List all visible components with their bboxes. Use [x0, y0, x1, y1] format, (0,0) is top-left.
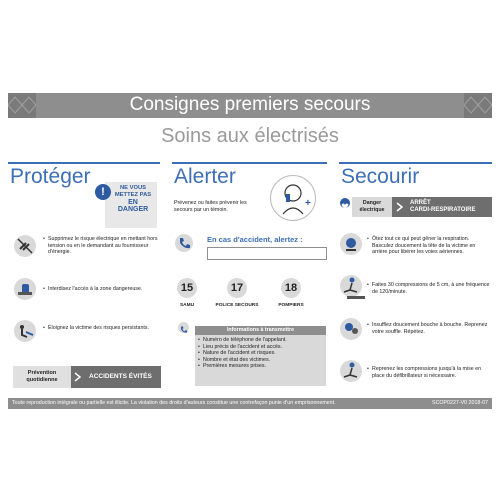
badge-line-4: DANGER — [117, 206, 149, 213]
exclamation-icon: ! — [95, 184, 111, 200]
samu-number: 15 — [177, 278, 197, 298]
heart-icon — [340, 198, 350, 208]
info-box — [195, 326, 326, 386]
accidents-evites — [89, 373, 152, 380]
arret-label-1: ARRÊT — [410, 200, 431, 206]
police-number: 17 — [227, 278, 247, 298]
proteger-title: Protéger — [10, 165, 91, 188]
secourir-item-1: • Ôtez tout ce qui peut gêner la respiration. Basculez doucement la tête de la victime en arrière pour libérer les voies aériennes. — [372, 236, 475, 255]
info-item-4: • Nombre et état des victimes. — [203, 357, 326, 364]
phone-number-box — [207, 247, 327, 260]
proteger-item-1: • Supprimez le risque électrique en mettant hors tension ou en le demandant au fournisseur d'énergie. — [48, 236, 158, 255]
rescue-drag-icon — [14, 320, 36, 342]
info-item-5: • Premières mesures prises. — [203, 363, 326, 370]
title-band — [8, 93, 492, 118]
accidents-label: ACCIDENTS — [89, 373, 129, 380]
secourir-item-4: • Reprenez les compressions jusqu'à la mise en place du défibrillateur si nécessaire. — [372, 366, 481, 379]
info-item-1: • Numéro de téléphone de l'appelant. — [203, 337, 326, 344]
phone-small-icon — [178, 322, 189, 333]
secourir-item-2: • Faites 30 compressions de 5 cm, à une fréquence de 120/minute. — [372, 282, 489, 295]
prevention-line-2: quotidienne — [26, 377, 58, 383]
proteger-item-2: • Interdisez l'accès à la zone dangereuse. — [48, 286, 142, 292]
badge-line-1: NE VOUS — [119, 185, 147, 191]
danger-label-2: électrique — [359, 207, 385, 213]
info-item-2: • Lieu précis de l'accident et accès. — [203, 344, 326, 351]
secourir-rule — [339, 162, 492, 164]
victim-lying-icon — [345, 288, 367, 302]
badge-line-2: METTEZ PAS — [114, 192, 152, 198]
resume-compressions-icon — [340, 360, 362, 382]
danger-label-1: Danger — [362, 200, 382, 206]
arret-bar — [392, 197, 492, 217]
prevention-line-1: Prévention — [27, 370, 57, 376]
page-title: Consignes premiers secours — [129, 94, 371, 115]
danger-electrique — [352, 197, 392, 217]
arrow-right-icon — [73, 366, 83, 388]
airway-icon — [340, 233, 362, 255]
danger-badge — [101, 182, 157, 228]
secourir-title: Secourir — [341, 165, 420, 188]
accident-label: En cas d'accident, alertez : — [207, 235, 303, 244]
plus-icon: + — [305, 198, 311, 209]
info-item-3: • Nature de l'accident et risques. — [203, 350, 326, 357]
samu-label: SAMU — [179, 303, 195, 308]
alerter-rule — [172, 162, 327, 164]
secourir-item-3: • Insufflez doucement bouche à bouche. Reprenez votre souffle. Répétez. — [372, 322, 487, 335]
pompiers-label: POMPIERS — [278, 303, 304, 308]
footer-bar — [8, 398, 492, 409]
police-label: POLICE SECOURS — [215, 303, 259, 308]
evites-label: ÉVITÉS — [128, 373, 152, 380]
proteger-item-3: • Éloignez la victime des risques persistants. — [48, 325, 149, 331]
info-box-title: Informations à transmettre — [195, 326, 326, 335]
arrow-right-icon-2 — [395, 202, 405, 212]
witness-phone-icon — [270, 175, 316, 221]
alerter-intro: Prévenez ou faites prévenir les secours par un témoin. — [174, 200, 247, 213]
mouth-to-mouth-icon — [340, 318, 362, 340]
badge-line-3: EN — [128, 199, 138, 206]
footer-legal: Toute reproduction intégrale ou partielle est illicite. La violation des droits d'auteurs constitue une contrefaçon punie d'un emprisonnement. — [12, 400, 336, 406]
page-subtitle: Soins aux électrisés — [161, 125, 339, 147]
unplug-icon — [14, 235, 36, 257]
stop-hand-icon — [14, 278, 36, 300]
proteger-rule — [8, 162, 160, 164]
alerter-title: Alerter — [174, 165, 236, 188]
pompiers-number: 18 — [281, 278, 301, 298]
prevention-bar — [13, 366, 161, 388]
phone-icon — [175, 234, 193, 252]
arret-label-2: CARDI-RESPIRATOIRE — [410, 207, 476, 213]
footer-ref: SCOP0227-V0 2018-07 — [432, 400, 488, 406]
